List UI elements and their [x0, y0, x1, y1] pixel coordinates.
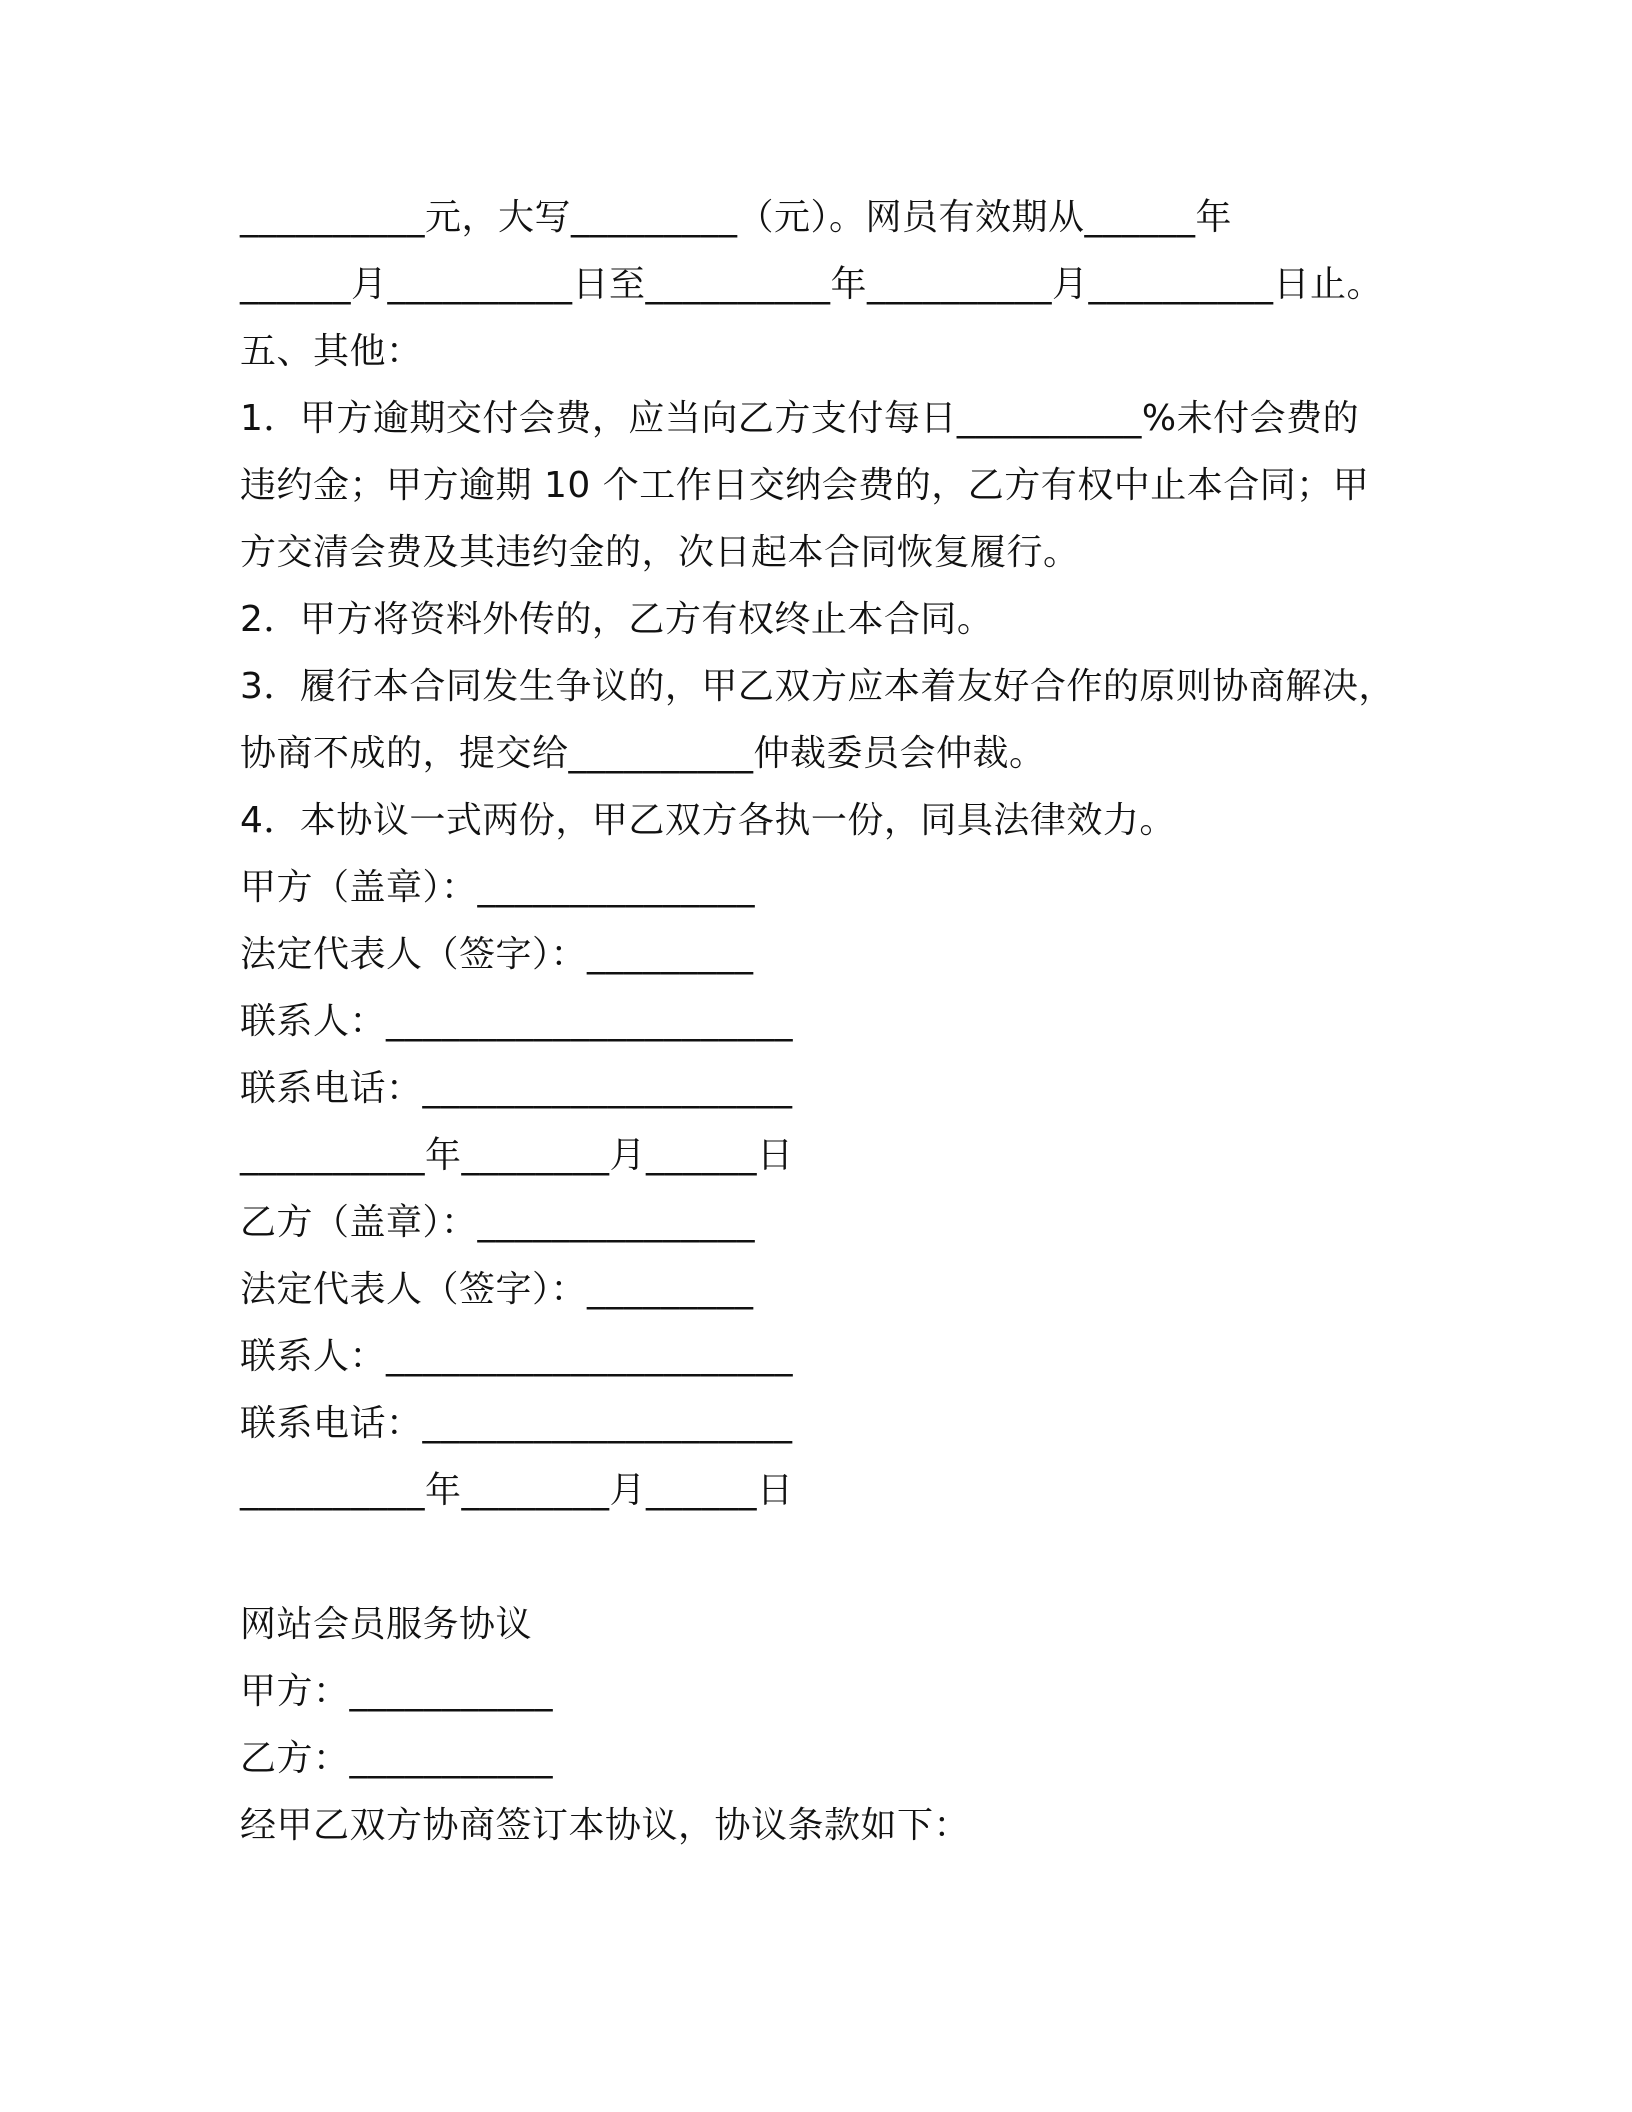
document-body [240, 184, 1420, 1859]
party-b-phone-line: 联系电话：____________________ [240, 1403, 793, 1444]
second-agreement-party-a: 甲方：___________ [240, 1671, 554, 1712]
clause-1-line-2: 违约金；甲方逾期 10 个工作日交纳会费的，乙方有权中止本合同；甲 [240, 465, 1370, 506]
clause-1-line-1: 1．甲方逾期交付会费，应当向乙方支付每日__________%未付会费的 [240, 398, 1360, 439]
party-a-seal-line: 甲方（盖章）：_______________ [240, 867, 756, 908]
second-agreement-intro: 经甲乙双方协商签订本协议，协议条款如下： [240, 1805, 971, 1846]
party-b-seal-line: 乙方（盖章）：_______________ [240, 1202, 756, 1243]
section-spacer [240, 1524, 1420, 1591]
party-b-date-line: __________年________月______日 [240, 1470, 794, 1511]
clause-2: 2．甲方将资料外传的，乙方有权终止本合同。 [240, 599, 994, 640]
second-agreement-party-b: 乙方：___________ [240, 1738, 554, 1779]
party-a-phone-line: 联系电话：____________________ [240, 1068, 793, 1109]
clause-4: 4．本协议一式两份，甲乙双方各执一份，同具法律效力。 [240, 800, 1176, 841]
party-b-representative-line: 法定代表人（签字）：_________ [240, 1269, 754, 1310]
validity-period-line: ______月__________日至__________年__________月__________日止。 [240, 264, 1383, 305]
second-agreement-title: 网站会员服务协议 [240, 1604, 533, 1645]
clause-3-line-2: 协商不成的，提交给__________仲裁委员会仲裁。 [240, 733, 1046, 774]
party-a-contact-line: 联系人：______________________ [240, 1001, 794, 1042]
clause-3-line-1: 3．履行本合同发生争议的，甲乙双方应本着友好合作的原则协商解决， [240, 666, 1395, 707]
party-a-representative-line: 法定代表人（签字）：_________ [240, 934, 754, 975]
clause-1-line-3: 方交清会费及其违约金的，次日起本合同恢复履行。 [240, 532, 1080, 573]
section-heading-other: 五、其他： [240, 331, 423, 372]
fee-amount-line: __________元，大写_________（元）。网员有效期从______年 [240, 197, 1233, 238]
party-b-contact-line: 联系人：______________________ [240, 1336, 794, 1377]
party-a-date-line: __________年________月______日 [240, 1135, 794, 1176]
